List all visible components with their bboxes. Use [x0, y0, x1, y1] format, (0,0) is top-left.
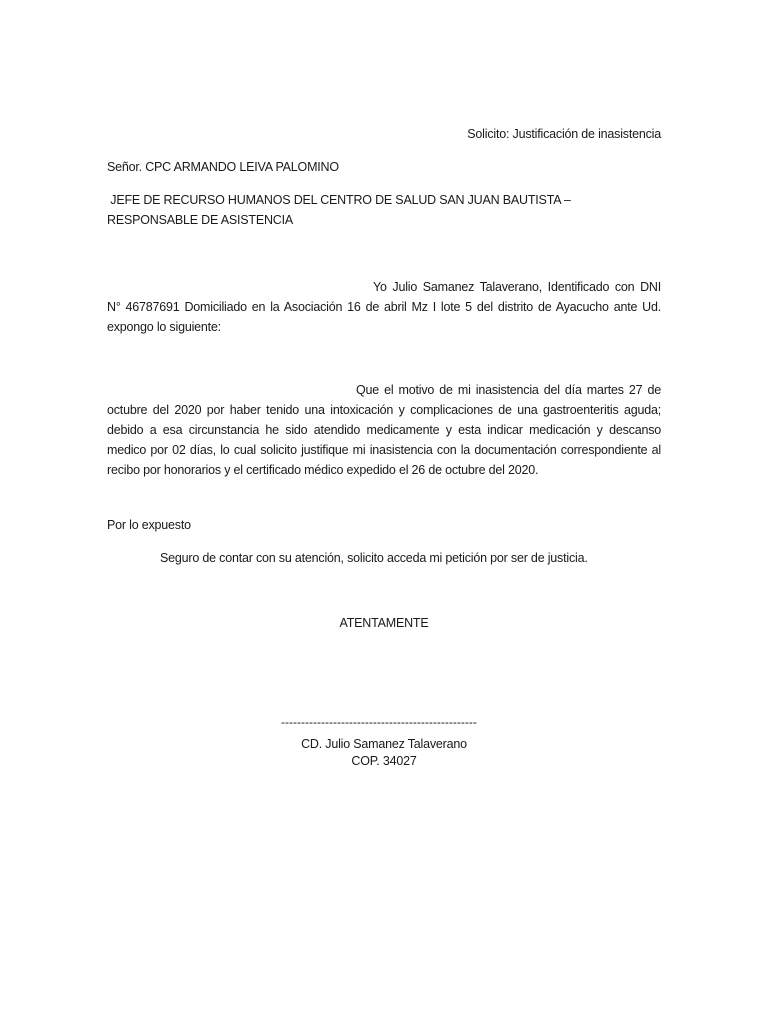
signature-line: -------------------------------------------------: [281, 715, 477, 729]
request-sentence: Seguro de contar con su atención, solicito acceda mi petición por ser de justicia.: [160, 551, 588, 565]
paragraph-introduction-text: Yo Julio Samanez Talaverano, Identificado con DNI N° 46787691 Domiciliado en la Asociación 16 de abril Mz I lote 5 del distrito de Ayacucho ante Ud. expongo lo siguiente:: [107, 280, 661, 334]
paragraph-reason-text: Que el motivo de mi inasistencia del día martes 27 de octubre del 2020 por haber tenido una intoxicación y complicaciones de una gastroenteritis aguda; debido a esa circunstancia he sido atendido medicamente y esta indicar medicación y descanso medico por 02 días, lo cual solicito justifique mi inasistencia con la documentación correspondiente al recibo por honorarios y el certificado médico expedido el 26 de octubre del 2020.: [107, 383, 661, 477]
recipient-title: [107, 190, 663, 230]
salutation: Señor. CPC ARMANDO LEIVA PALOMINO: [107, 160, 339, 174]
recipient-text: JEFE DE RECURSO HUMANOS DEL CENTRO DE SALUD SAN JUAN BAUTISTA – RESPONSABLE DE ASISTENCIA: [107, 193, 571, 227]
closing-phrase: Por lo expuesto: [107, 518, 191, 532]
signer-name: CD. Julio Samanez Talaverano: [301, 737, 467, 751]
signer-registration: COP. 34027: [351, 754, 417, 768]
regards: ATENTAMENTE: [339, 616, 429, 630]
paragraph-reason: [107, 380, 661, 480]
paragraph-introduction: [107, 277, 661, 337]
subject-line: Solicito: Justificación de inasistencia: [467, 127, 661, 141]
